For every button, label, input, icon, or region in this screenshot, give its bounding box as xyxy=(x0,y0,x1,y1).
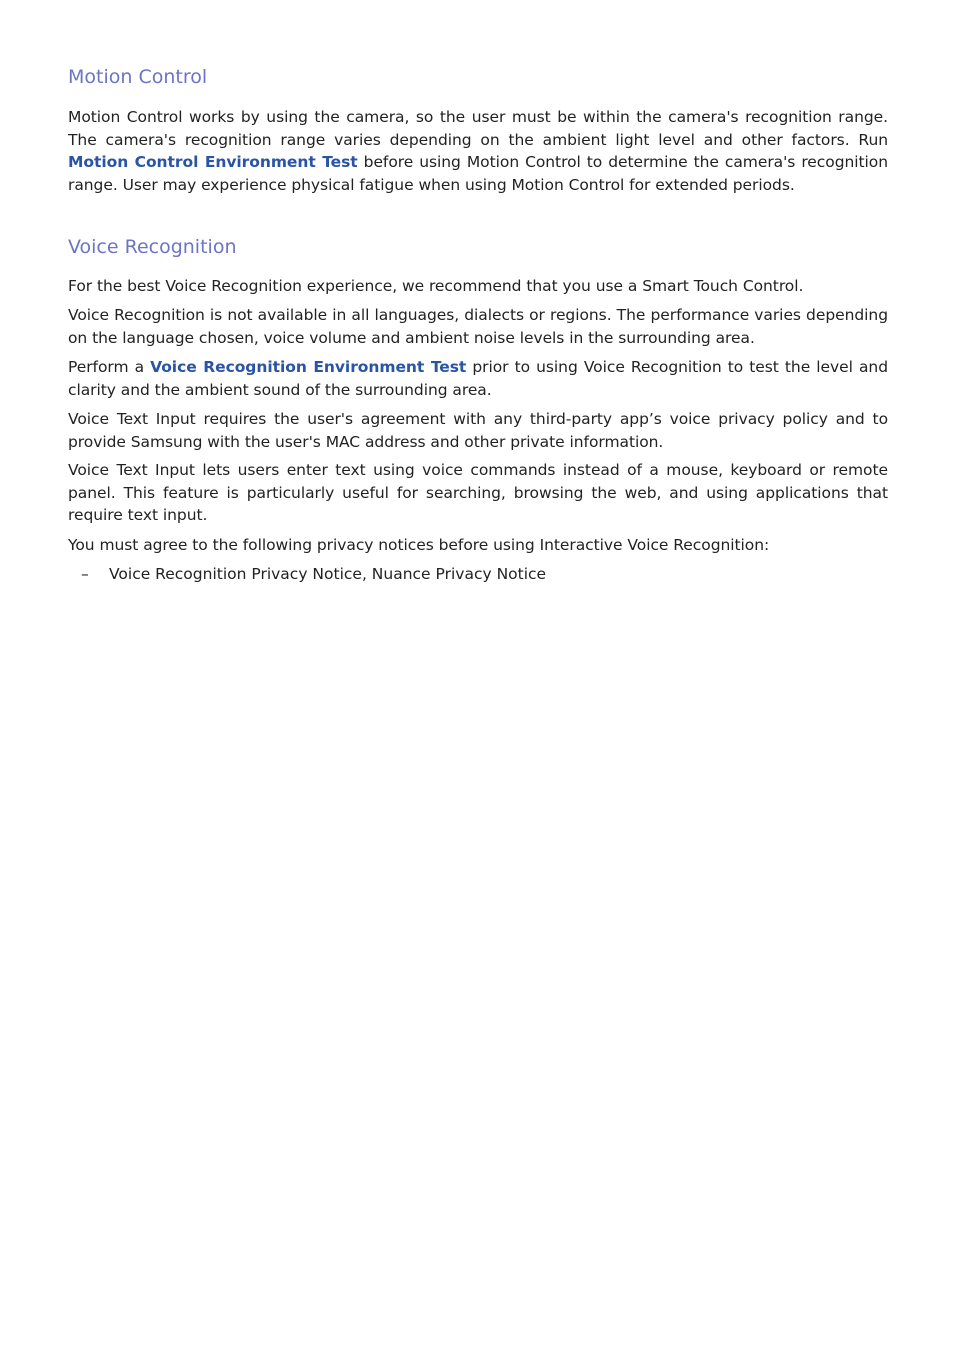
voice-p3-text-2: prior to using Voice Recognition to test the level and clarity and the ambient sound of the surrounding area. xyxy=(68,358,888,399)
motion-control-paragraph xyxy=(68,106,888,196)
voice-recognition-paragraph-2: Voice Recognition is not available in all languages, dialects or regions. The performance varies depending on the language chosen, voice volume and ambient noise levels in the surrounding area. xyxy=(68,306,888,347)
list-dash-marker: – xyxy=(81,565,89,583)
voice-recognition-environment-test-link[interactable]: Voice Recognition Environment Test xyxy=(150,358,467,376)
motion-control-text-2: before using Motion Control to determine the camera's recognition range. User may experience physical fatigue when using Motion Control for extended periods. xyxy=(68,153,888,194)
voice-recognition-paragraph-3 xyxy=(68,356,888,401)
voice-recognition-paragraph-4: Voice Text Input requires the user's agreement with any third-party app’s voice privacy policy and to provide Samsung with the user's MAC address and other private information. xyxy=(68,410,888,451)
voice-recognition-paragraph-6: You must agree to the following privacy notices before using Interactive Voice Recognition: xyxy=(68,536,770,554)
voice-recognition-paragraph-1: For the best Voice Recognition experience, we recommend that you use a Smart Touch Control. xyxy=(68,277,804,295)
section-title-motion-control: Motion Control xyxy=(68,66,208,88)
voice-p3-text-1: Perform a xyxy=(68,358,151,376)
section-title-voice-recognition: Voice Recognition xyxy=(68,236,237,258)
motion-control-environment-test-link[interactable]: Motion Control Environment Test xyxy=(68,153,358,171)
voice-recognition-paragraph-5: Voice Text Input lets users enter text using voice commands instead of a mouse, keyboard or remote panel. This feature is particularly useful for searching, browsing the web, and using applications that require text input. xyxy=(68,461,888,524)
list-item xyxy=(68,563,888,586)
privacy-notices-list xyxy=(68,563,888,586)
motion-control-text-1: Motion Control works by using the camera, so the user must be within the camera's recognition range. The camera's recognition range varies depending on the ambient light level and other factors. Run xyxy=(68,108,888,149)
list-item-text: Voice Recognition Privacy Notice, Nuance Privacy Notice xyxy=(109,565,547,583)
